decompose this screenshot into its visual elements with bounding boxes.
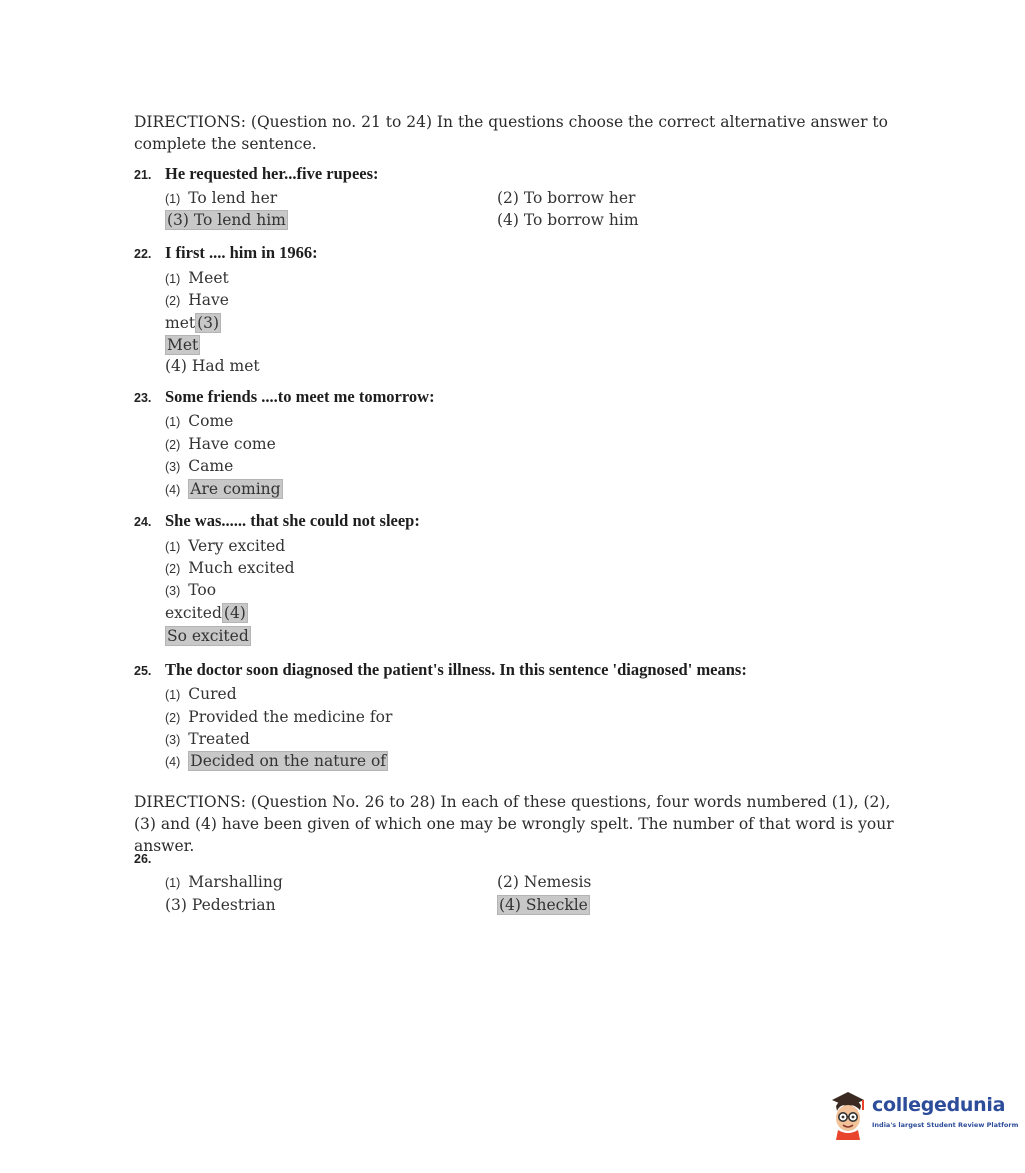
q23-option-4-number: (4) [165, 483, 181, 497]
logo-tagline: India's largest Student Review Platform [872, 1121, 1019, 1129]
question-24-text: She was...... that she could not sleep: [165, 511, 420, 530]
q25-option-3-text: Treated [188, 730, 250, 748]
q26-option-4-highlight: (4) Sheckle [499, 896, 588, 914]
q26-option-1-number: (1) [165, 876, 181, 890]
question-22-number: 22. [134, 247, 152, 261]
logo-wordmark: collegedunia [872, 1094, 1006, 1116]
directions-1: DIRECTIONS: (Question no. 21 to 24) In the questions choose the correct alternative answer to complete the sentence. [134, 113, 888, 153]
q23-option-2-number: (2) [165, 438, 181, 452]
q23-option-2[interactable] [165, 435, 276, 453]
q24-option-2[interactable] [165, 559, 295, 577]
q26-option-1[interactable] [165, 873, 283, 891]
q22-option-2-text: Have [188, 291, 229, 309]
directions-2: DIRECTIONS: (Question No. 26 to 28) In each of these questions, four words numbered (1), (2), (3) and (4) have been given of which one may be wrongly spelt. The number of that word is your answer. [134, 793, 894, 855]
question-21-number: 21. [134, 168, 152, 182]
q23-option-4-highlight: Are coming [190, 480, 281, 498]
mascot-icon [826, 1088, 870, 1140]
q21-option-3-highlight: (3) To lend him [167, 211, 286, 229]
q24-option-1-text: Very excited [188, 537, 286, 555]
q22-option-2-continued[interactable] [165, 314, 221, 332]
q24-option-3-continued[interactable] [165, 604, 248, 622]
q25-option-2-text: Provided the medicine for [188, 708, 393, 726]
q21-option-1[interactable] [165, 189, 277, 207]
q24-option-3-text: Too [188, 581, 217, 599]
q21-option-2[interactable]: (2) To borrow her [497, 189, 636, 207]
q24-option-1[interactable] [165, 537, 285, 555]
q22-option-2-number: (2) [165, 294, 181, 308]
q25-option-3-number: (3) [165, 733, 181, 747]
q25-option-1-text: Cured [188, 685, 237, 703]
q22-option-1-number: (1) [165, 272, 181, 286]
question-21-text: He requested her...five rupees: [165, 164, 379, 183]
q23-option-3-text: Came [188, 457, 234, 475]
q24-option-2-number: (2) [165, 562, 181, 576]
question-23-text: Some friends ....to meet me tomorrow: [165, 387, 435, 406]
q25-option-3[interactable] [165, 730, 250, 748]
q25-option-1[interactable] [165, 685, 237, 703]
collegedunia-logo[interactable] [826, 1086, 1019, 1142]
q23-option-3-number: (3) [165, 460, 181, 474]
q24-option-4-number-highlight: (4) [223, 604, 246, 622]
question-24-number: 24. [134, 515, 152, 529]
q21-option-1-number: (1) [165, 192, 181, 206]
q24-option-2-text: Much excited [188, 559, 295, 577]
q23-option-4[interactable] [165, 480, 283, 498]
q23-option-3[interactable] [165, 457, 233, 475]
q24-option-4[interactable] [165, 627, 251, 645]
q26-option-3[interactable]: (3) Pedestrian [165, 896, 276, 914]
q26-option-2[interactable]: (2) Nemesis [497, 873, 592, 891]
q25-option-4-number: (4) [165, 755, 181, 769]
q25-option-4-highlight: Decided on the nature of [190, 752, 387, 770]
q26-option-1-text: Marshalling [188, 873, 283, 891]
q21-option-1-text: To lend her [188, 189, 278, 207]
question-25-number: 25. [134, 664, 152, 678]
q25-option-2[interactable] [165, 708, 392, 726]
q24-option-4-highlight: So excited [167, 627, 249, 645]
q23-option-2-text: Have come [188, 435, 276, 453]
q22-option-1[interactable] [165, 269, 229, 287]
q25-option-4[interactable] [165, 752, 388, 770]
question-22-text: I first .... him in 1966: [165, 243, 318, 262]
question-23-number: 23. [134, 391, 152, 405]
q25-option-2-number: (2) [165, 711, 181, 725]
question-26-number: 26. [134, 852, 152, 866]
q24-option-3[interactable] [165, 581, 216, 599]
q22-option-2-word: met [165, 314, 196, 332]
q26-option-4[interactable] [497, 896, 590, 914]
q22-option-1-text: Meet [188, 269, 229, 287]
q24-option-3-number: (3) [165, 584, 181, 598]
q23-option-1-text: Come [188, 412, 234, 430]
question-25-text: The doctor soon diagnosed the patient's illness. In this sentence 'diagnosed' means: [165, 660, 747, 679]
q23-option-1-number: (1) [165, 415, 181, 429]
q24-option-3-word: excited [165, 604, 222, 622]
q22-option-3-number-highlight: (3) [197, 314, 220, 332]
q22-option-2[interactable] [165, 291, 229, 309]
q22-option-4[interactable]: (4) Had met [165, 357, 260, 375]
q24-option-1-number: (1) [165, 540, 181, 554]
q21-option-4[interactable]: (4) To borrow him [497, 211, 639, 229]
q21-option-3[interactable] [165, 211, 288, 229]
q25-option-1-number: (1) [165, 688, 181, 702]
q22-option-3[interactable] [165, 336, 200, 354]
q23-option-1[interactable] [165, 412, 233, 430]
q22-option-3-highlight: Met [167, 336, 199, 354]
